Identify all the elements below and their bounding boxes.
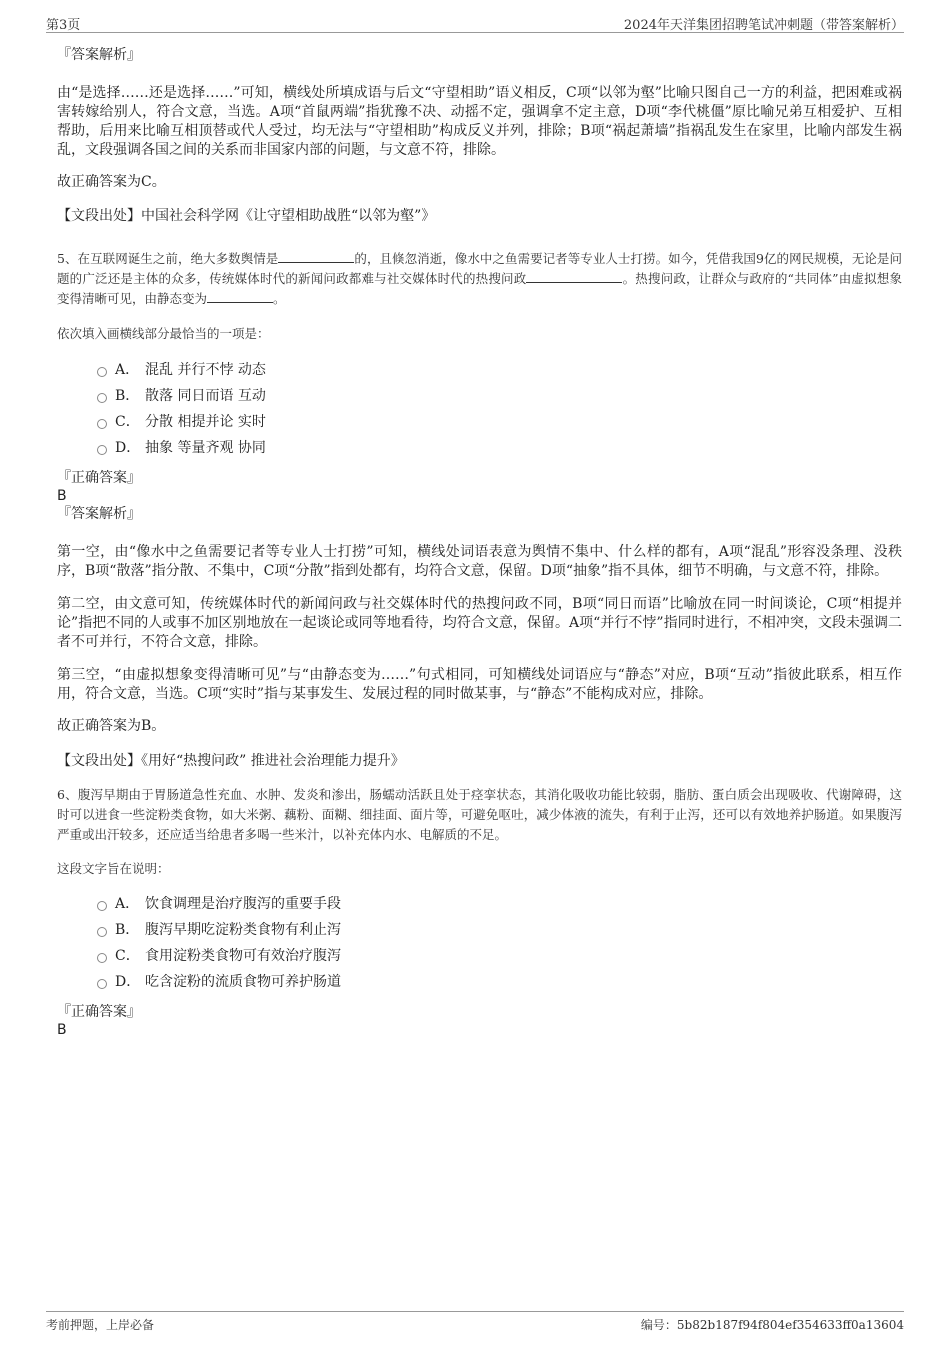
q5-analysis-paragraph-2: 第二空，由文意可知，传统媒体时代的新闻问政与社交媒体时代的热搜问政不同，B项“同日而语”比喻放在同一时间谈论，C项“相提并论”指把不同的人或事不加区别地放在一起谈论或同等地看待，均符合文意，保留。A项“并行不悖”指同时进行，不相冲突，文段未强调二者不可并行，不符合文意，排除。: [57, 596, 902, 650]
page-number: 第3页: [46, 18, 81, 33]
q5-options: [57, 357, 902, 461]
q5-analysis-paragraph-1: 第一空，由“像水中之鱼需要记者等专业人士打捞”可知，横线处词语表意为舆情不集中、什么样的都有，A项“混乱”形容没条理、没秩序，B项“散落”指分散、不集中，C项“分散”指到处都有，均符合文意，保留。D项“抽象”指不具体，细节不明确，与文意不符，排除。: [57, 544, 902, 579]
radio-icon[interactable]: [97, 901, 107, 911]
q6-option-c[interactable]: C． 食用淀粉类食物可有效治疗腹泻: [57, 943, 902, 969]
q5-source: 【文段出处】《用好“热搜问政” 推进社会治理能力提升》: [57, 753, 405, 769]
q6-stem: 6、腹泻早期由于胃肠道急性充血、水肿、发炎和渗出，肠蠕动活跃且处于痉挛状态，其消化吸收功能比较弱，脂肪、蛋白质会出现吸收、代谢障碍，这时可以进食一些淀粉类食物，如大米粥、藕粉、面糊、细挂面、面片等，可避免呕吐，减少体液的流失，有利于止泻，还可以有效地养护肠道。如果腹泻严重或出汗较多，还应适当给患者多喝一些米汁，以补充体内水、电解质的不足。: [57, 787, 902, 842]
radio-icon[interactable]: [97, 393, 107, 403]
q6-options: [57, 891, 902, 995]
q6-option-d[interactable]: D． 吃含淀粉的流质食物可养护肠道: [57, 969, 902, 995]
q5-option-c[interactable]: C． 分散 相提并论 实时: [57, 409, 902, 435]
q6-option-a[interactable]: A． 饮食调理是治疗腹泻的重要手段: [57, 891, 902, 917]
document-title: 2024年天洋集团招聘笔试冲刺题（带答案解析）: [623, 18, 904, 33]
radio-icon[interactable]: [97, 367, 107, 377]
q6-prompt: 这段文字旨在说明：: [57, 861, 170, 876]
q5-analysis-paragraph-3: 第三空，“由虚拟想象变得清晰可见”与“由静态变为……”句式相同，可知横线处词语应与“静态”对应，B项“互动”指彼此联系，相互作用，符合文意，当选。C项“实时”指与某事发生、发展过程的同时做某事，与“静态”不能构成对应，排除。: [57, 667, 902, 702]
radio-icon[interactable]: [97, 419, 107, 429]
q5-option-a[interactable]: A． 混乱 并行不悖 动态: [57, 357, 902, 383]
page-header: [46, 14, 904, 33]
radio-icon[interactable]: [97, 445, 107, 455]
q4-analysis-label: 『答案解析』: [57, 47, 141, 63]
blank-3: [207, 290, 273, 303]
radio-icon[interactable]: [97, 979, 107, 989]
q5-stem: 5、在互联网诞生之前，绝大多数舆情是 的，且倏忽消逝，像水中之鱼需要记者等专业人士打捞。如今，凭借我国9亿的网民规模，无论是问题的广泛还是主体的众多，传统媒体时代的新闻问政都难与社交媒体时代的热搜问政 。热搜问政，让群众与政府的“共同体”由虚拟想象变得清晰可见，由静态变为 。: [57, 251, 902, 306]
blank-2: [526, 270, 622, 283]
radio-icon[interactable]: [97, 927, 107, 937]
document-code: 编号：5b82b187f94f804ef354633ff0a13604: [640, 1318, 904, 1332]
radio-icon[interactable]: [97, 953, 107, 963]
page-content: [57, 46, 902, 1039]
q6-answer-label: 『正确答案』: [57, 1004, 141, 1020]
q4-source: 【文段出处】中国社会科学网《让守望相助战胜“以邻为壑”》: [57, 208, 436, 224]
footer-slogan: 考前押题，上岸必备: [46, 1318, 155, 1332]
q5-prompt: 依次填入画横线部分最恰当的一项是：: [57, 326, 270, 341]
q4-analysis-paragraph: 由“是选择……还是选择……”可知，横线处所填成语与后文“守望相助”语义相反，C项“以邻为壑”比喻只图自己一方的利益，把困难或祸害转嫁给别人，符合文意，当选。A项“首鼠两端”指犹豫不决、动摇不定，强调拿不定主意，D项“李代桃僵”原比喻兄弟互相爱护、互相帮助，后用来比喻互相顶替或代人受过，均无法与“守望相助”构成反义并列，排除；B项“祸起萧墙”指祸乱发生在家里，比喻内部发生祸乱，文段强调各国之间的关系而非国家内部的问题，与文意不符，排除。: [57, 85, 902, 158]
q5-answer-label: 『正确答案』: [57, 470, 141, 486]
q6-option-b[interactable]: B． 腹泻早期吃淀粉类食物有利止泻: [57, 917, 902, 943]
blank-1: [278, 250, 354, 263]
q5-option-d[interactable]: D． 抽象 等量齐观 协同: [57, 435, 902, 461]
q6-answer: B: [57, 1022, 67, 1038]
q5-answer: B: [57, 488, 67, 504]
q4-conclusion: 故正确答案为C。: [57, 174, 166, 190]
q5-analysis-label: 『答案解析』: [57, 506, 141, 522]
page-footer: [46, 1311, 904, 1336]
q5-option-b[interactable]: B． 散落 同日而语 互动: [57, 383, 902, 409]
q5-conclusion: 故正确答案为B。: [57, 718, 166, 734]
